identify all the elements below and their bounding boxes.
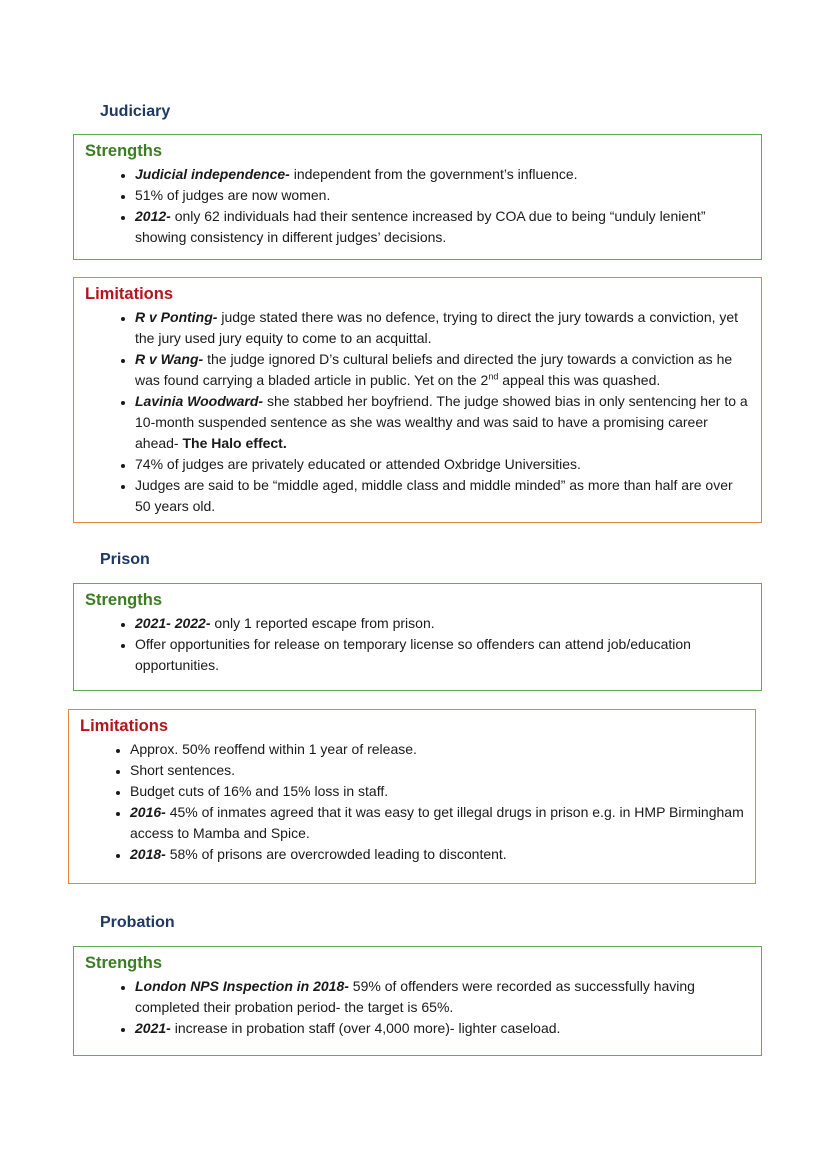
list-item: • Approx. 50% reoffend within 1 year of release.	[130, 739, 745, 760]
judiciary-limitations-box	[73, 277, 762, 523]
judiciary-strengths-box	[73, 134, 762, 260]
list-item: • 74% of judges are privately educated or attended Oxbridge Universities.	[135, 454, 751, 475]
prison-title: Prison	[100, 551, 150, 568]
list-item: • Judges are said to be “middle aged, middle class and middle minded” as more than half are over 50 years old.	[135, 475, 751, 517]
list-item: • R v Ponting- judge stated there was no defence, trying to direct the jury towards a conviction, yet the jury used jury equity to come to an acquittal.	[135, 307, 751, 349]
list-item: • Short sentences.	[130, 760, 745, 781]
judiciary-strengths-heading: Strengths	[85, 142, 163, 160]
judiciary-limitations-list	[85, 307, 751, 517]
list-item: • Offer opportunities for release on temporary license so offenders can attend job/education opportunities.	[135, 634, 751, 676]
judiciary-limitations-heading: Limitations	[85, 285, 174, 303]
list-item: • 2018- 58% of prisons are overcrowded leading to discontent.	[130, 844, 745, 865]
list-item: • 51% of judges are now women.	[135, 185, 751, 206]
judiciary-strengths-list	[85, 164, 751, 248]
list-item: • Lavinia Woodward- she stabbed her boyfriend. The judge showed bias in only sentencing her to a 10-month suspended sentence as she was wealthy and was said to have a promising career ahead- The Halo effect.	[135, 391, 751, 454]
probation-strengths-list	[85, 976, 751, 1039]
judiciary-title: Judiciary	[100, 103, 171, 120]
probation-title: Probation	[100, 914, 175, 931]
list-item: • 2021- 2022- only 1 reported escape from prison.	[135, 613, 751, 634]
prison-limitations-list	[80, 739, 745, 865]
prison-limitations-box	[68, 709, 756, 884]
list-item: • 2016- 45% of inmates agreed that it was easy to get illegal drugs in prison e.g. in HMP Birmingham access to Mamba and Spice.	[130, 802, 745, 844]
prison-strengths-list	[85, 613, 751, 676]
probation-strengths-box	[73, 946, 762, 1056]
list-item: • 2012- only 62 individuals had their sentence increased by COA due to being “unduly lenient” showing consistency in different judges’ decisions.	[135, 206, 751, 248]
list-item: • 2021- increase in probation staff (over 4,000 more)- lighter caseload.	[135, 1018, 751, 1039]
list-item: • R v Wang- the judge ignored D’s cultural beliefs and directed the jury towards a conviction as he was found carrying a bladed article in public. Yet on the 2nd appeal this was quashed.	[135, 349, 751, 391]
prison-strengths-box	[73, 583, 762, 691]
list-item: • London NPS Inspection in 2018- 59% of offenders were recorded as successfully having completed their probation period- the target is 65%.	[135, 976, 751, 1018]
list-item: • Judicial independence- independent from the government’s influence.	[135, 164, 751, 185]
probation-strengths-heading: Strengths	[85, 954, 163, 972]
prison-strengths-heading: Strengths	[85, 591, 163, 609]
list-item: • Budget cuts of 16% and 15% loss in staff.	[130, 781, 745, 802]
prison-limitations-heading: Limitations	[80, 717, 169, 735]
